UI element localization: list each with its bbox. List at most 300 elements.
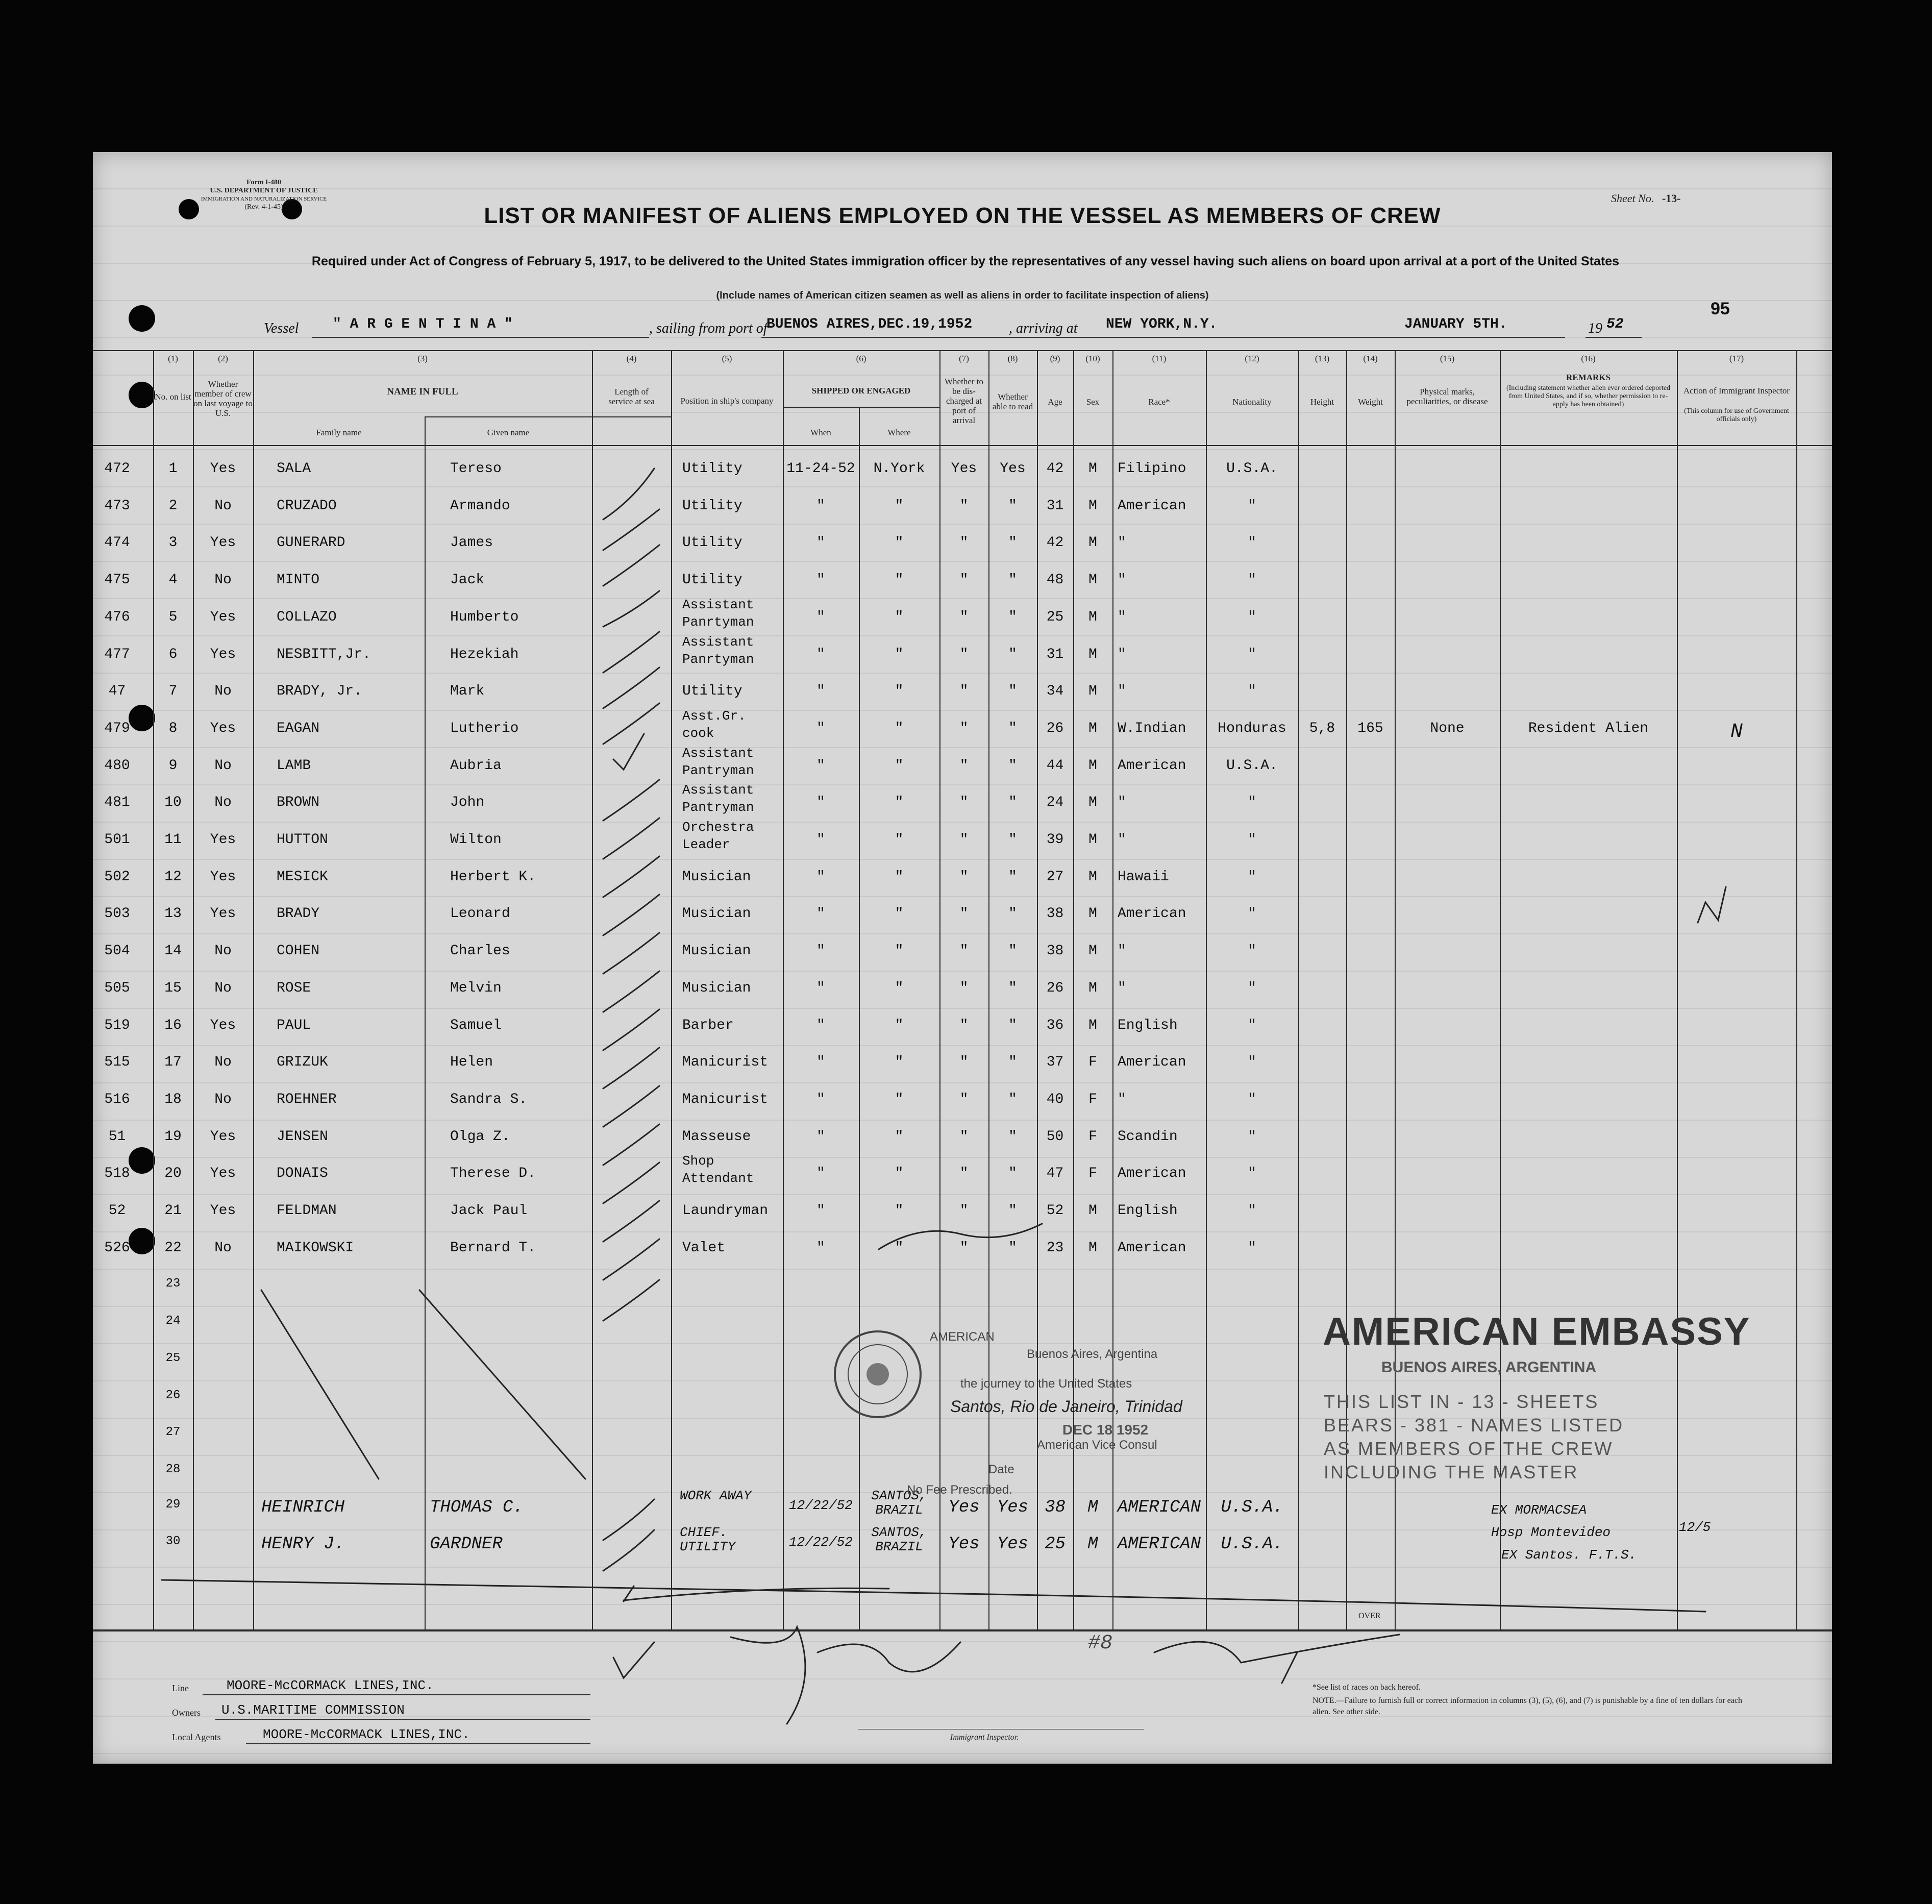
hand-remark-3: EX Santos. F.T.S. — [1501, 1547, 1637, 1563]
cell-age: 31 — [1046, 646, 1064, 662]
cell-age: 25 — [1046, 609, 1064, 625]
cell-given-name: Armando — [450, 498, 510, 514]
cell-read: " — [1008, 1091, 1017, 1107]
cell-when: " — [816, 757, 825, 774]
cell-member: Yes — [210, 832, 236, 848]
margin-number: 481 — [104, 795, 130, 811]
header-nationality: Nationality — [1232, 397, 1272, 407]
cell-where: " — [895, 832, 904, 848]
cell-family-name: HENRY J. — [261, 1535, 345, 1554]
cell-no: 13 — [164, 906, 182, 922]
cell-when: " — [816, 535, 825, 551]
cell-discharged: Yes — [948, 1497, 980, 1517]
cell-where: " — [895, 1166, 904, 1182]
cell-race: AMERICAN — [1117, 1535, 1201, 1554]
cell-when: " — [816, 683, 825, 700]
cell-nationality: U.S.A. — [1226, 757, 1278, 774]
manifest-sheet — [93, 152, 1832, 1764]
cell-sex: M — [1088, 1203, 1097, 1219]
cell-position: Masseuse — [682, 1128, 751, 1145]
cell-given-name: Lutherio — [450, 720, 519, 736]
cell-where: " — [895, 943, 904, 959]
cell-nationality: " — [1248, 1054, 1256, 1071]
cell-sex: M — [1088, 795, 1097, 811]
cell-family-name: PAUL — [277, 1017, 311, 1033]
consular-line-8: No Fee Prescribed. — [907, 1483, 1012, 1497]
cell-when: " — [816, 498, 825, 514]
cell-sex: F — [1088, 1128, 1097, 1145]
cell-no: 18 — [164, 1091, 182, 1107]
cell-read: " — [1008, 869, 1017, 885]
cell-read: " — [1008, 609, 1017, 625]
cell-position: Orchestra Leader — [682, 820, 754, 852]
cell-when: " — [816, 1240, 825, 1256]
col-num-5: (5) — [722, 354, 732, 363]
cell-race: English — [1118, 1203, 1178, 1219]
cell-read: " — [1008, 980, 1017, 996]
cell-race: American — [1118, 757, 1186, 774]
cell-family-name: MAIKOWSKI — [277, 1240, 354, 1256]
margin-number: 479 — [104, 720, 130, 736]
cell-read: " — [1008, 720, 1017, 736]
cell-age: 23 — [1046, 1240, 1064, 1256]
cell-sex: M — [1088, 906, 1097, 922]
cell-nationality: " — [1248, 683, 1256, 700]
cell-where: " — [895, 1128, 904, 1145]
consular-seal — [835, 1331, 921, 1417]
footer-agents-value: MOORE-McCORMACK LINES,INC. — [263, 1727, 470, 1742]
check-mark — [603, 1201, 659, 1242]
cell-age: 42 — [1046, 461, 1064, 477]
cell-sex: M — [1088, 461, 1097, 477]
cell-discharged: " — [959, 720, 969, 736]
cell-race: " — [1118, 980, 1126, 996]
cell-nationality: " — [1248, 1017, 1256, 1033]
cell-position: Musician — [682, 906, 751, 922]
cell-read: " — [1008, 498, 1017, 514]
cell-nationality: " — [1248, 646, 1256, 662]
cell-age: 44 — [1046, 757, 1064, 774]
cell-no: 30 — [165, 1535, 181, 1549]
cell-given-name: Hezekiah — [450, 646, 519, 662]
check-mark — [603, 591, 659, 627]
cell-no: 29 — [165, 1497, 181, 1512]
cell-discharged: " — [959, 646, 969, 662]
cell-no: 21 — [164, 1203, 182, 1219]
check-mark — [603, 509, 659, 550]
margin-number: 52 — [108, 1203, 126, 1219]
cell-where: " — [895, 683, 904, 700]
margin-number: 477 — [104, 646, 130, 662]
cell-family-name: SALA — [277, 461, 311, 477]
form-dept: U.S. DEPARTMENT OF JUSTICE — [210, 187, 318, 194]
cell-no: 9 — [168, 757, 178, 774]
cell-position: Assistant Pantryman — [682, 745, 754, 778]
embassy-line-2: BEARS - 381 - NAMES LISTED — [1324, 1415, 1624, 1436]
page-subtitle: Required under Act of Congress of February 5, 1917, to be delivered to the United States immigration officer by the representatives of any vessel having such aliens on board upon arrival at a port of the United States — [311, 254, 1620, 268]
cell-given-name: Sandra S. — [450, 1091, 528, 1107]
cell-when: " — [816, 720, 825, 736]
cell-discharged: " — [959, 1203, 969, 1219]
cell-position: Assistant Panrtyman — [682, 634, 754, 667]
cell-position: Utility — [682, 461, 742, 477]
cell-family-name: BROWN — [277, 795, 320, 811]
cell-family-name: NESBITT,Jr. — [277, 646, 371, 662]
cell-nationality: " — [1248, 943, 1256, 959]
cell-age: 47 — [1046, 1166, 1064, 1182]
cell-when: " — [816, 980, 825, 996]
consular-line-7: Date — [988, 1463, 1014, 1476]
header-physical: Physical marks, peculiarities, or disease — [1406, 387, 1488, 406]
cell-age: 26 — [1046, 720, 1064, 736]
cell-discharged: " — [959, 572, 969, 588]
cell-race: Filipino — [1118, 461, 1186, 477]
cell-no: 6 — [168, 646, 178, 662]
cell-family-name: ROEHNER — [277, 1091, 337, 1107]
cell-where: " — [895, 1017, 904, 1033]
cell-member: No — [214, 1091, 232, 1107]
arrival-date: JANUARY 5TH. — [1404, 316, 1507, 332]
cell-where: " — [895, 1203, 904, 1219]
cell-member: Yes — [210, 461, 236, 477]
margin-number: 473 — [104, 498, 130, 514]
empty-row-number: 23 — [165, 1277, 181, 1291]
col-num-11: (11) — [1152, 354, 1167, 363]
cell-where: " — [895, 1054, 904, 1071]
handwritten-marks — [93, 152, 1832, 1764]
cell-position: Shop Attendant — [682, 1153, 754, 1186]
cell-read: " — [1008, 1240, 1017, 1256]
footer-note: NOTE.—Failure to furnish full or correct information in columns (3), (5), (6), and (7) is punishable by a fine of ten dollars for each alien. See other side. — [1312, 1696, 1742, 1716]
header-remarks: REMARKS — [1566, 373, 1611, 382]
cell-position: Manicurist — [682, 1054, 769, 1071]
cell-position: Utility — [682, 498, 742, 514]
cell-discharged: " — [959, 943, 969, 959]
cell-when: " — [816, 572, 825, 588]
col-num-4: (4) — [626, 354, 637, 363]
cell-member: No — [214, 1240, 232, 1256]
cell-where: " — [895, 609, 904, 625]
cell-discharged: " — [959, 1017, 969, 1033]
cell-read: " — [1008, 572, 1017, 588]
margin-number: 475 — [104, 572, 130, 588]
footer-race-note: *See list of races on back hereof. — [1312, 1683, 1421, 1692]
cell-race: " — [1118, 609, 1126, 625]
col-num-1: (1) — [168, 354, 178, 363]
cancel-line — [419, 1290, 585, 1479]
footer-owners-value: U.S.MARITIME COMMISSION — [221, 1702, 405, 1718]
cell-given-name: Jack Paul — [450, 1203, 528, 1219]
footer-agents-label: Local Agents — [172, 1732, 221, 1742]
margin-number: 476 — [104, 609, 130, 625]
cell-discharged: " — [959, 906, 969, 922]
cell-when: " — [816, 1128, 825, 1145]
footer-over: OVER — [1358, 1612, 1381, 1620]
cell-nationality: " — [1248, 1091, 1256, 1107]
cell-discharged: Yes — [951, 461, 977, 477]
header-name-in-full: NAME IN FULL — [387, 386, 458, 397]
cell-discharged: " — [959, 1091, 969, 1107]
header-discharged: Whether to be dis-charged at port of arrival — [945, 377, 983, 425]
cell-when: " — [816, 1017, 825, 1033]
cell-read: Yes — [1000, 461, 1026, 477]
col-num-3: (3) — [417, 354, 428, 363]
page-title: LIST OR MANIFEST OF ALIENS EMPLOYED ON THE VESSEL AS MEMBERS OF CREW — [484, 203, 1441, 228]
check-mark — [603, 703, 659, 744]
cell-age: 40 — [1046, 1091, 1064, 1107]
col-num-10: (10) — [1085, 354, 1100, 363]
cell-age: 27 — [1046, 869, 1064, 885]
cell-read: " — [1008, 832, 1017, 848]
page-number: 95 — [1711, 299, 1730, 318]
cell-sex: M — [1088, 1017, 1097, 1033]
col-num-8: (8) — [1007, 354, 1018, 363]
cell-no: 19 — [164, 1128, 182, 1145]
embassy-line-3: AS MEMBERS OF THE CREW — [1324, 1438, 1614, 1459]
cell-race: American — [1118, 906, 1186, 922]
cell-member: No — [214, 980, 232, 996]
cell-read: Yes — [997, 1497, 1029, 1517]
header-given-name: Given name — [487, 428, 530, 437]
footer-owners-label: Owners — [172, 1708, 201, 1718]
cell-family-name: MESICK — [277, 869, 328, 885]
check-mark — [603, 1163, 659, 1203]
cell-position: Utility — [682, 535, 742, 551]
consul-signature — [879, 1224, 1042, 1249]
consular-line-5: American Vice Consul — [1037, 1438, 1157, 1452]
closing-line — [162, 1580, 1705, 1612]
check-mark — [603, 545, 659, 586]
embassy-line-1: THIS LIST IN - 13 - SHEETS — [1324, 1391, 1599, 1412]
cell-sex: F — [1088, 1054, 1097, 1071]
cell-read: " — [1008, 646, 1017, 662]
cell-age: 48 — [1046, 572, 1064, 588]
cell-member: No — [214, 683, 232, 700]
cell-family-name: COHEN — [277, 943, 320, 959]
cell-age: 42 — [1046, 535, 1064, 551]
cell-race: " — [1118, 535, 1126, 551]
cell-nationality: U.S.A. — [1221, 1535, 1283, 1554]
cell-when: 12/22/52 — [789, 1497, 853, 1513]
cell-age: 39 — [1046, 832, 1064, 848]
cell-nationality: " — [1248, 498, 1256, 514]
cancel-line — [261, 1290, 379, 1479]
margin-number: 503 — [104, 906, 130, 922]
cell-member: Yes — [210, 869, 236, 885]
cell-race: " — [1118, 832, 1126, 848]
cell-family-name: LAMB — [277, 757, 311, 774]
cell-race: American — [1118, 1054, 1186, 1071]
cell-where: " — [895, 757, 904, 774]
cell-read: " — [1008, 683, 1017, 700]
cell-family-name: GRIZUK — [277, 1054, 328, 1071]
margin-number: 47 — [108, 683, 126, 700]
check-mark — [603, 468, 654, 520]
cell-sex: M — [1088, 535, 1097, 551]
footer-hash: #8 — [1088, 1632, 1113, 1655]
margin-number: 480 — [104, 757, 130, 774]
cell-where: " — [895, 646, 904, 662]
cell-discharged: " — [959, 609, 969, 625]
cell-age: 34 — [1046, 683, 1064, 700]
cell-nationality: " — [1248, 795, 1256, 811]
cell-race: Scandin — [1118, 1128, 1178, 1145]
form-rev: (Rev. 4-1-45) — [244, 203, 283, 211]
cell-when: " — [816, 609, 825, 625]
cell-read: Yes — [997, 1535, 1029, 1554]
cell-sex: M — [1088, 869, 1097, 885]
embassy-title: AMERICAN EMBASSY — [1323, 1310, 1751, 1353]
header-action: Action of Immigrant Inspector — [1683, 386, 1790, 395]
cell-where: SANTOS, BRAZIL — [871, 1525, 927, 1555]
margin-number: 516 — [104, 1091, 130, 1107]
consular-line-3: the journey to the United States — [960, 1377, 1132, 1391]
cell-read: " — [1008, 1203, 1017, 1219]
check-mark — [603, 1124, 659, 1165]
empty-row-number: 28 — [165, 1462, 181, 1476]
consular-date: DEC 18 1952 — [1062, 1422, 1149, 1438]
margin-number: 526 — [104, 1240, 130, 1256]
cell-age: 38 — [1045, 1497, 1066, 1517]
cell-position: Laundryman — [682, 1203, 769, 1219]
cell-discharged: " — [959, 1054, 969, 1071]
cell-sex: M — [1088, 646, 1097, 662]
cell-discharged: " — [959, 869, 969, 885]
vessel-name: " A R G E N T I N A " — [333, 316, 513, 332]
check-mark — [603, 856, 659, 897]
check-mark — [603, 1499, 654, 1540]
sailing-from: BUENOS AIRES,DEC.19,1952 — [766, 316, 973, 332]
form-service: IMMIGRATION AND NATURALIZATION SERVICE — [201, 196, 327, 202]
cell-where: " — [895, 869, 904, 885]
cell-age: 52 — [1046, 1203, 1064, 1219]
cell-member: No — [214, 943, 232, 959]
cell-member: Yes — [210, 906, 236, 922]
cell-discharged: " — [959, 1240, 969, 1256]
cell-given-name: Melvin — [450, 980, 502, 996]
cell-race: " — [1118, 943, 1126, 959]
empty-row-number: 24 — [165, 1314, 181, 1328]
cell-discharged: Yes — [948, 1535, 980, 1554]
cell-race: English — [1118, 1017, 1178, 1033]
check-mark — [603, 1530, 654, 1571]
header-whether-member: Whether member of crew on last voyage to U.S. — [193, 379, 253, 418]
cell-given-name: Helen — [450, 1054, 493, 1071]
margin-number: 515 — [104, 1054, 130, 1071]
cell-sex: F — [1088, 1166, 1097, 1182]
check-mark — [613, 734, 644, 770]
cell-where: " — [895, 795, 904, 811]
cell-position: Asst.Gr. cook — [682, 708, 746, 741]
cell-position: Valet — [682, 1240, 726, 1256]
cell-race: " — [1118, 1091, 1126, 1107]
cell-given-name: GARDNER — [430, 1535, 503, 1554]
cell-when: " — [816, 906, 825, 922]
cell-member: Yes — [210, 1017, 236, 1033]
cell-no: 3 — [168, 535, 178, 551]
cell-position: Utility — [682, 572, 742, 588]
cell-nationality: " — [1248, 869, 1256, 885]
cell-nationality: " — [1248, 572, 1256, 588]
cell-where: " — [895, 980, 904, 996]
header-where: Where — [887, 428, 911, 437]
cell-read: " — [1008, 943, 1017, 959]
header-shipped: SHIPPED OR ENGAGED — [811, 386, 911, 395]
cell-discharged: " — [959, 535, 969, 551]
header-position: Position in ship's company — [680, 396, 774, 406]
cell-discharged: " — [959, 683, 969, 700]
cell-nationality: " — [1248, 1203, 1256, 1219]
cell-when: " — [816, 1166, 825, 1182]
cell-where: " — [895, 1091, 904, 1107]
cell-when: " — [816, 943, 825, 959]
embassy-city: BUENOS AIRES, ARGENTINA — [1381, 1359, 1597, 1376]
cell-age: 38 — [1046, 943, 1064, 959]
cell-race: " — [1118, 572, 1126, 588]
header-action-note: (This column for use of Government officials only) — [1684, 407, 1789, 423]
cell-no: 16 — [164, 1017, 182, 1033]
cell-sex: M — [1088, 980, 1097, 996]
footer-tick — [1282, 1652, 1297, 1683]
footer-line-value: MOORE-McCORMACK LINES,INC. — [227, 1678, 434, 1693]
cell-age: 37 — [1046, 1054, 1064, 1071]
action-mark-n — [1698, 887, 1726, 923]
cell-member: Yes — [210, 1128, 236, 1145]
cell-family-name: HEINRICH — [261, 1497, 345, 1517]
cell-nationality: U.S.A. — [1226, 461, 1278, 477]
embassy-line-4: INCLUDING THE MASTER — [1324, 1462, 1579, 1482]
cell-age: 25 — [1045, 1535, 1066, 1554]
cell-race: " — [1118, 683, 1126, 700]
cell-where: " — [895, 720, 904, 736]
header-weight: Weight — [1358, 397, 1383, 407]
cell-age: 24 — [1046, 795, 1064, 811]
cell-race: W.Indian — [1118, 720, 1186, 736]
cell-remarks: Resident Alien — [1528, 720, 1649, 736]
cell-where: SANTOS, BRAZIL — [871, 1488, 927, 1518]
cell-member: Yes — [210, 646, 236, 662]
margin-number: 504 — [104, 943, 130, 959]
margin-number: 472 — [104, 461, 130, 477]
margin-number: 518 — [104, 1166, 130, 1182]
cell-given-name: Leonard — [450, 906, 510, 922]
cell-where: " — [895, 498, 904, 514]
cell-discharged: " — [959, 832, 969, 848]
cell-sex: M — [1087, 1497, 1098, 1517]
cell-family-name: HUTTON — [277, 832, 328, 848]
margin-number: 474 — [104, 535, 130, 551]
cell-member: Yes — [210, 535, 236, 551]
cell-member: No — [214, 795, 232, 811]
cell-family-name: MINTO — [277, 572, 320, 588]
cell-given-name: Olga Z. — [450, 1128, 510, 1145]
sheet-label: Sheet No. — [1611, 192, 1654, 205]
page-subnote: (Include names of American citizen seamen as well as aliens in order to facilitate inspection of aliens) — [716, 290, 1209, 301]
vessel-label: Vessel — [264, 320, 299, 336]
cell-read: " — [1008, 757, 1017, 774]
cell-weight: 165 — [1357, 720, 1383, 736]
cell-where: " — [895, 1240, 904, 1256]
consular-line-2: Buenos Aires, Argentina — [1027, 1347, 1158, 1361]
cell-sex: M — [1088, 757, 1097, 774]
cell-position: Musician — [682, 869, 751, 885]
cell-read: " — [1008, 795, 1017, 811]
cell-member: Yes — [210, 1203, 236, 1219]
cell-family-name: GUNERARD — [277, 535, 345, 551]
check-mark — [603, 971, 659, 1012]
cell-discharged: " — [959, 757, 969, 774]
cell-family-name: BRADY, Jr. — [277, 683, 363, 700]
